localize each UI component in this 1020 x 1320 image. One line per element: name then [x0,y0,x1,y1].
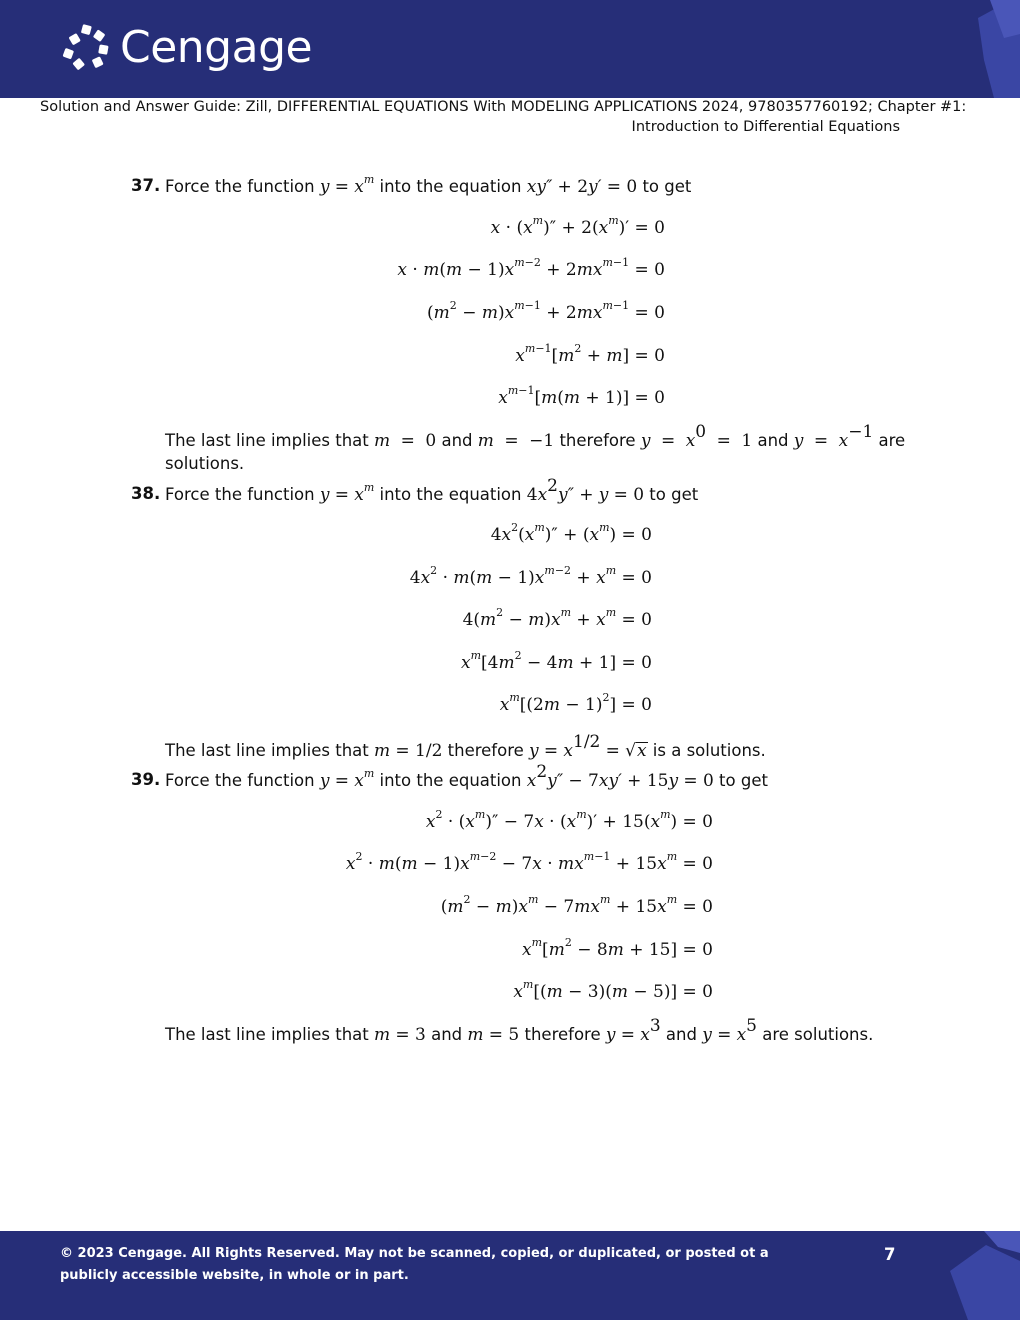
problem-conclusion: The last line implies that m = 3 and m = 5 therefore $y = x^3$ and $y = x^5$ are solutions. [165,1016,874,1045]
equation: $x^2 \cdot (x^m)'' - 7x \cdot (x^m)' + 15(x^m) = 0$ [425,808,713,832]
header-band [0,0,1020,98]
problem-conclusion: The last line implies that m = 1/2 therefore $y = x^{1/2} = √x$ is a solutions. [165,732,766,761]
problem-conclusion-cont: solutions. [165,454,245,473]
copyright-notice: © 2023 Cengage. All Rights Reserved. May not be scanned, copied, or duplicated, or posted ot a publicly accessible website, in whole or in part. [60,1246,769,1283]
cengage-logo [62,20,312,76]
problem-intro: Force the function $y = x^m$ into the equation $x^2y'' - 7xy' + 15y = 0$ to get [165,762,768,791]
page-number: 7 [884,1245,896,1264]
equation: $x^{m-1}[m(m + 1)] = 0$ [498,384,665,408]
equation: $4x^2 \cdot m(m - 1)x^{m-2} + x^m = 0$ [409,564,652,588]
equation: $(m^2 - m)x^m - 7mx^m + 15x^m = 0$ [440,893,713,917]
problem-intro: Force the function $y = x^m$ into the equation $4x^2y'' + y = 0$ to get [165,476,699,505]
footer-decoration-icon [950,1231,1020,1320]
footer-band [0,1231,1020,1320]
equation: $(m^2 - m)x^{m-1} + 2mx^{m-1} = 0$ [427,299,665,323]
brand-name: Cengage [120,22,313,73]
equation: $x \cdot (x^m)'' + 2(x^m)' = 0$ [490,214,665,238]
equation: $x^m[4m^2 - 4m + 1] = 0$ [461,649,652,673]
problem-conclusion: The last line implies that m = 0 and m = −1 therefore $y = x^0 = 1$ and $y = x^{-1}$ are [165,422,906,451]
equation: $x^2 \cdot m(m - 1)x^{m-2} - 7x \cdot mx^{m-1} + 15x^m = 0$ [345,850,713,874]
document-subtitle: Solution and Answer Guide: Zill, DIFFERENTIAL EQUATIONS With MODELING APPLICATIONS 2024, 9780357760192; Chapter #1: Introduction to Differential Equations [40,99,967,135]
equation: $x^m[(2m - 1)^2] = 0$ [499,691,652,715]
equation: $x^m[(m - 3)(m - 5)] = 0$ [513,978,713,1002]
problem-intro: Force the function $y = x^m$ into the equation xy″ + 2y′ = 0 to get [165,173,692,197]
equation: $x \cdot m(m - 1)x^{m-2} + 2mx^{m-1} = 0$ [397,256,665,280]
problem-number: 39. [131,770,161,789]
problem-number: 38. [131,484,161,503]
cengage-mark-icon [62,23,112,73]
equation: $4(m^2 - m)x^m + x^m = 0$ [462,606,652,630]
corner-decoration-icon [960,0,1020,98]
problem-number: 37. [131,176,161,195]
equation: $4x^2(x^m)'' + (x^m) = 0$ [490,521,652,545]
equation: $x^{m-1}[m^2 + m] = 0$ [515,342,665,366]
equation: $x^m[m^2 - 8m + 15] = 0$ [522,936,713,960]
